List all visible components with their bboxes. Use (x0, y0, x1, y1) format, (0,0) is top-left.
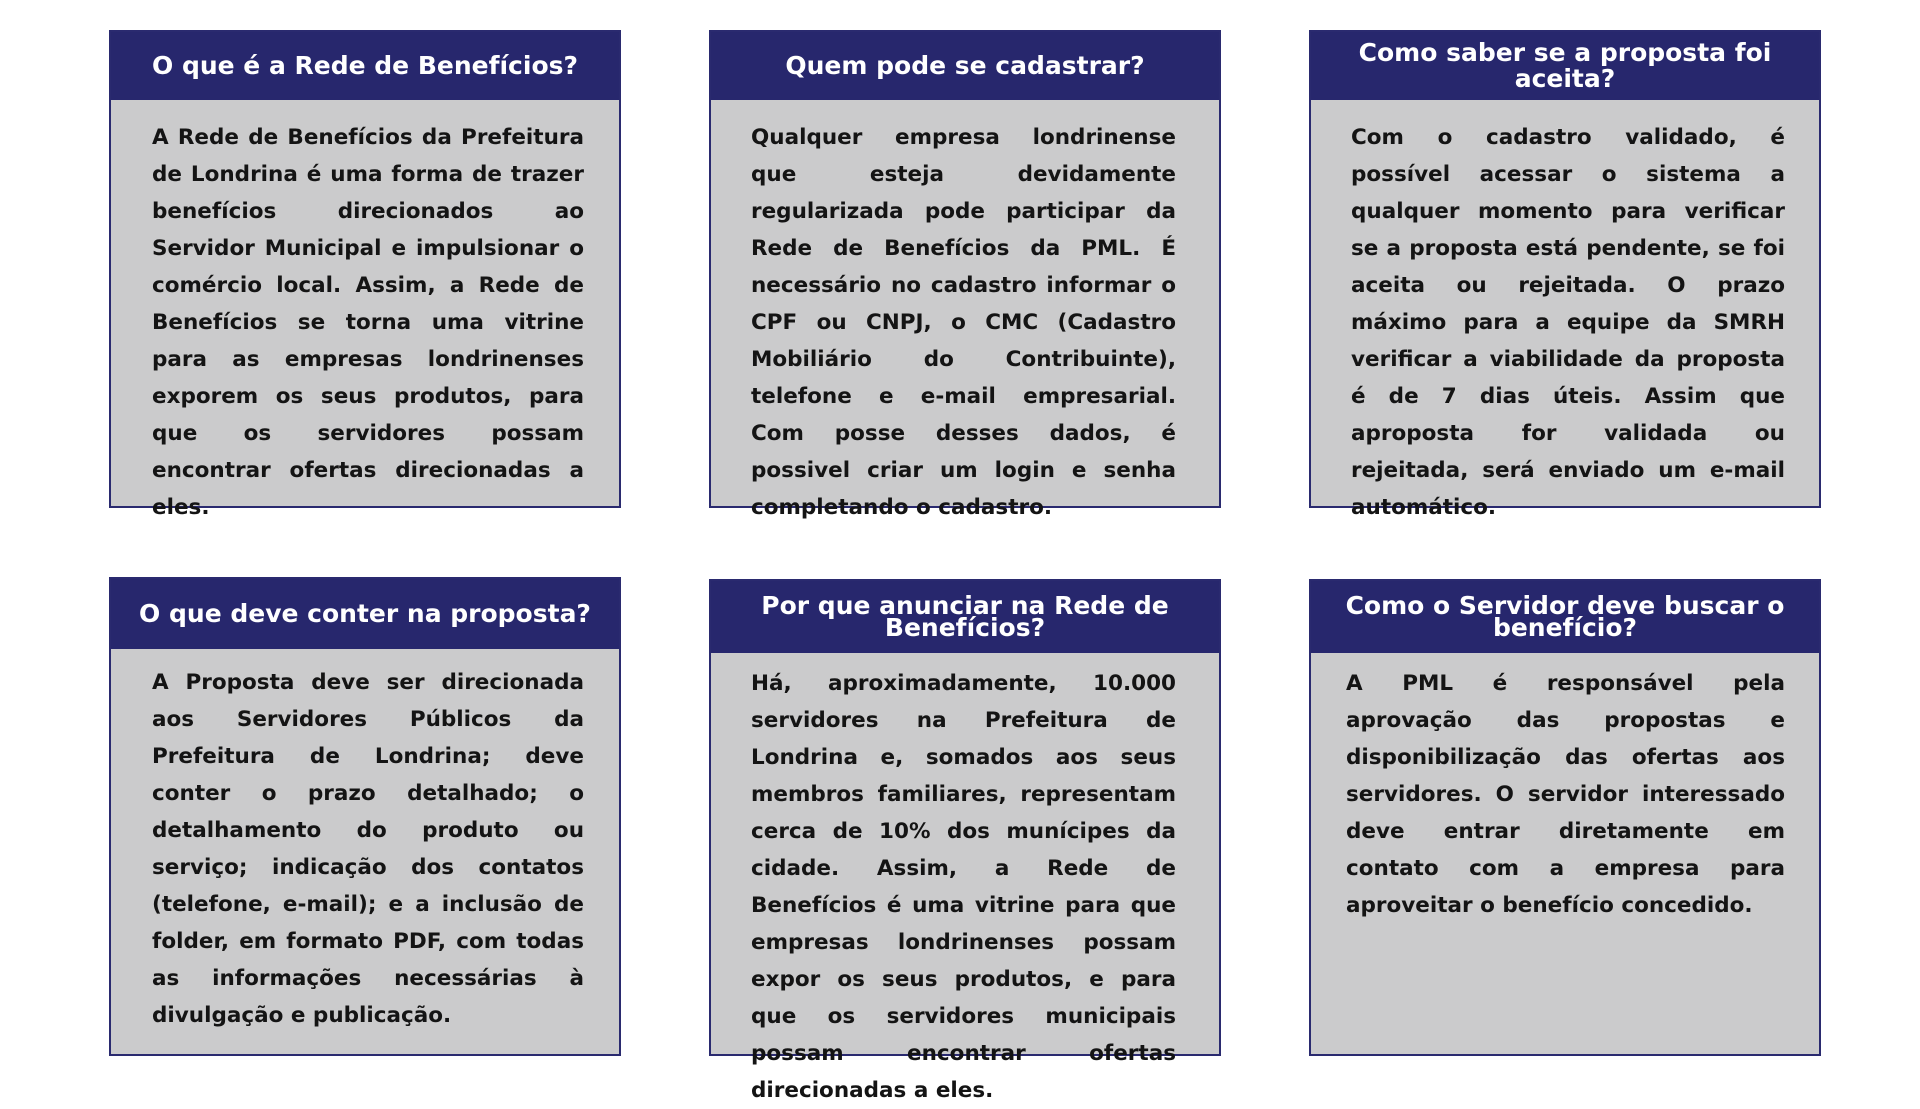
faq-card-why-advertise (709, 579, 1221, 1103)
card-title: Quem pode se cadastrar? (711, 32, 1219, 100)
card-text: A PML é responsável pela aprovação das propostas e disponibilização das ofertas aos servidores. O servidor interessado deve entrar diretamente em contato com a empresa para aproveitar o benefício concedido. (1346, 671, 1785, 918)
card-title: Como saber se a proposta foi aceita? (1311, 32, 1819, 100)
card-text: Há, aproximadamente, 10.000 servidores na Prefeitura de Londrina e, somados aos seus membros familiares, representam cerca de 10% dos munícipes da cidade. Assim, a Rede de Benefícios é uma vitrine para que empresas londrinenses possam expor os seus produtos, e para que os servidores municipais possam encontrar ofertas direcionadas a eles. (751, 671, 1176, 1103)
faq-card-proposal-accepted (1309, 30, 1821, 520)
card-title: O que deve conter na proposta? (111, 579, 619, 649)
faq-card-who-can-register (709, 30, 1221, 520)
card-text: A Proposta deve ser direcionada aos Servidores Públicos da Prefeitura de Londrina; deve conter o prazo detalhado; o detalhamento do produto ou serviço; indicação dos contatos (telefone, e-mail); e a inclusão de folder, em formato PDF, com todas as informações necessárias à divulgação e publicação. (152, 670, 584, 1028)
card-text: A Rede de Benefícios da Prefeitura de Londrina é uma forma de trazer benefícios direcionados ao Servidor Municipal e impulsionar o comércio local. Assim, a Rede de Benefícios se torna uma vitrine para as empresas londrinenses exporem os seus produtos, para que os servidores possam encontrar ofertas direcionadas a eles. (152, 125, 584, 520)
card-text: Qualquer empresa londrinense que esteja devidamente regularizada pode participar da Rede de Benefícios da PML. É necessário no cadastro informar o CPF ou CNPJ, o CMC (Cadastro Mobiliário do Contribuinte), telefone e e-mail empresarial. Com posse desses dados, é possivel criar um login e senha completando o cadastro. (751, 125, 1176, 520)
faq-card-how-to-seek-benefit (1309, 579, 1821, 1056)
faq-card-proposal-contents (109, 577, 621, 1056)
card-title: Como o Servidor deve buscar o benefício? (1311, 581, 1819, 653)
card-text: Com o cadastro validado, é possível acessar o sistema a qualquer momento para verificar se a proposta está pendente, se foi aceita ou rejeitada. O prazo máximo para a equipe da SMRH verificar a viabilidade da proposta é de 7 dias úteis. Assim que aproposta for validada ou rejeitada, será enviado um e-mail automático. (1351, 125, 1785, 520)
card-title: O que é a Rede de Benefícios? (111, 32, 619, 100)
faq-card-what-is (109, 30, 621, 520)
card-title: Por que anunciar na Rede de Benefícios? (711, 581, 1219, 653)
